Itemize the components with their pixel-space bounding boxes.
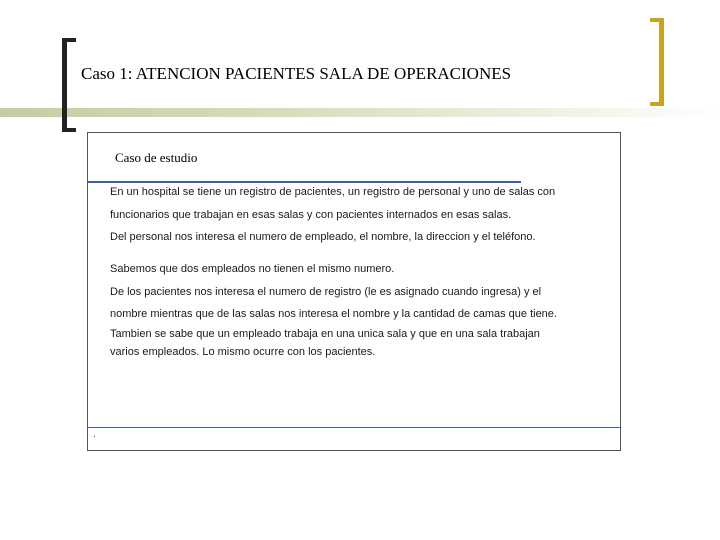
case-line-6: nombre mientras que de las salas nos interesa el nombre y la cantidad de camas que tiene. [110, 308, 557, 320]
case-study-heading: Caso de estudio [115, 150, 198, 165]
right-bracket-decoration [650, 18, 664, 106]
slide-title: Caso 1: ATENCION PACIENTES SALA DE OPERACIONES [81, 64, 512, 83]
case-study-box [87, 132, 621, 451]
left-bracket-decoration [62, 38, 76, 132]
case-line-5: De los pacientes nos interesa el numero de registro (le es asignado cuando ingresa) y el [110, 286, 542, 298]
case-line-1: En un hospital se tiene un registro de pacientes, un registro de personal y uno de salas con [110, 186, 556, 198]
case-line-7: Tambien se sabe que un empleado trabaja en una unica sala y que en una sala trabajan [110, 328, 540, 340]
title-band [0, 108, 720, 117]
case-line-8: varios empleados. Lo mismo ocurre con los pacientes. [110, 346, 376, 358]
case-line-4: Sabemos que dos empleados no tienen el mismo numero. [110, 263, 395, 275]
case-line-2: funcionarios que trabajan en esas salas y con pacientes internados en esas salas. [110, 209, 512, 221]
heading-divider [88, 181, 521, 183]
case-line-3: Del personal nos interesa el numero de empleado, el nombre, la direccion y el teléfono. [110, 231, 536, 243]
footer-mark: . [93, 429, 96, 440]
bottom-divider [88, 427, 620, 428]
